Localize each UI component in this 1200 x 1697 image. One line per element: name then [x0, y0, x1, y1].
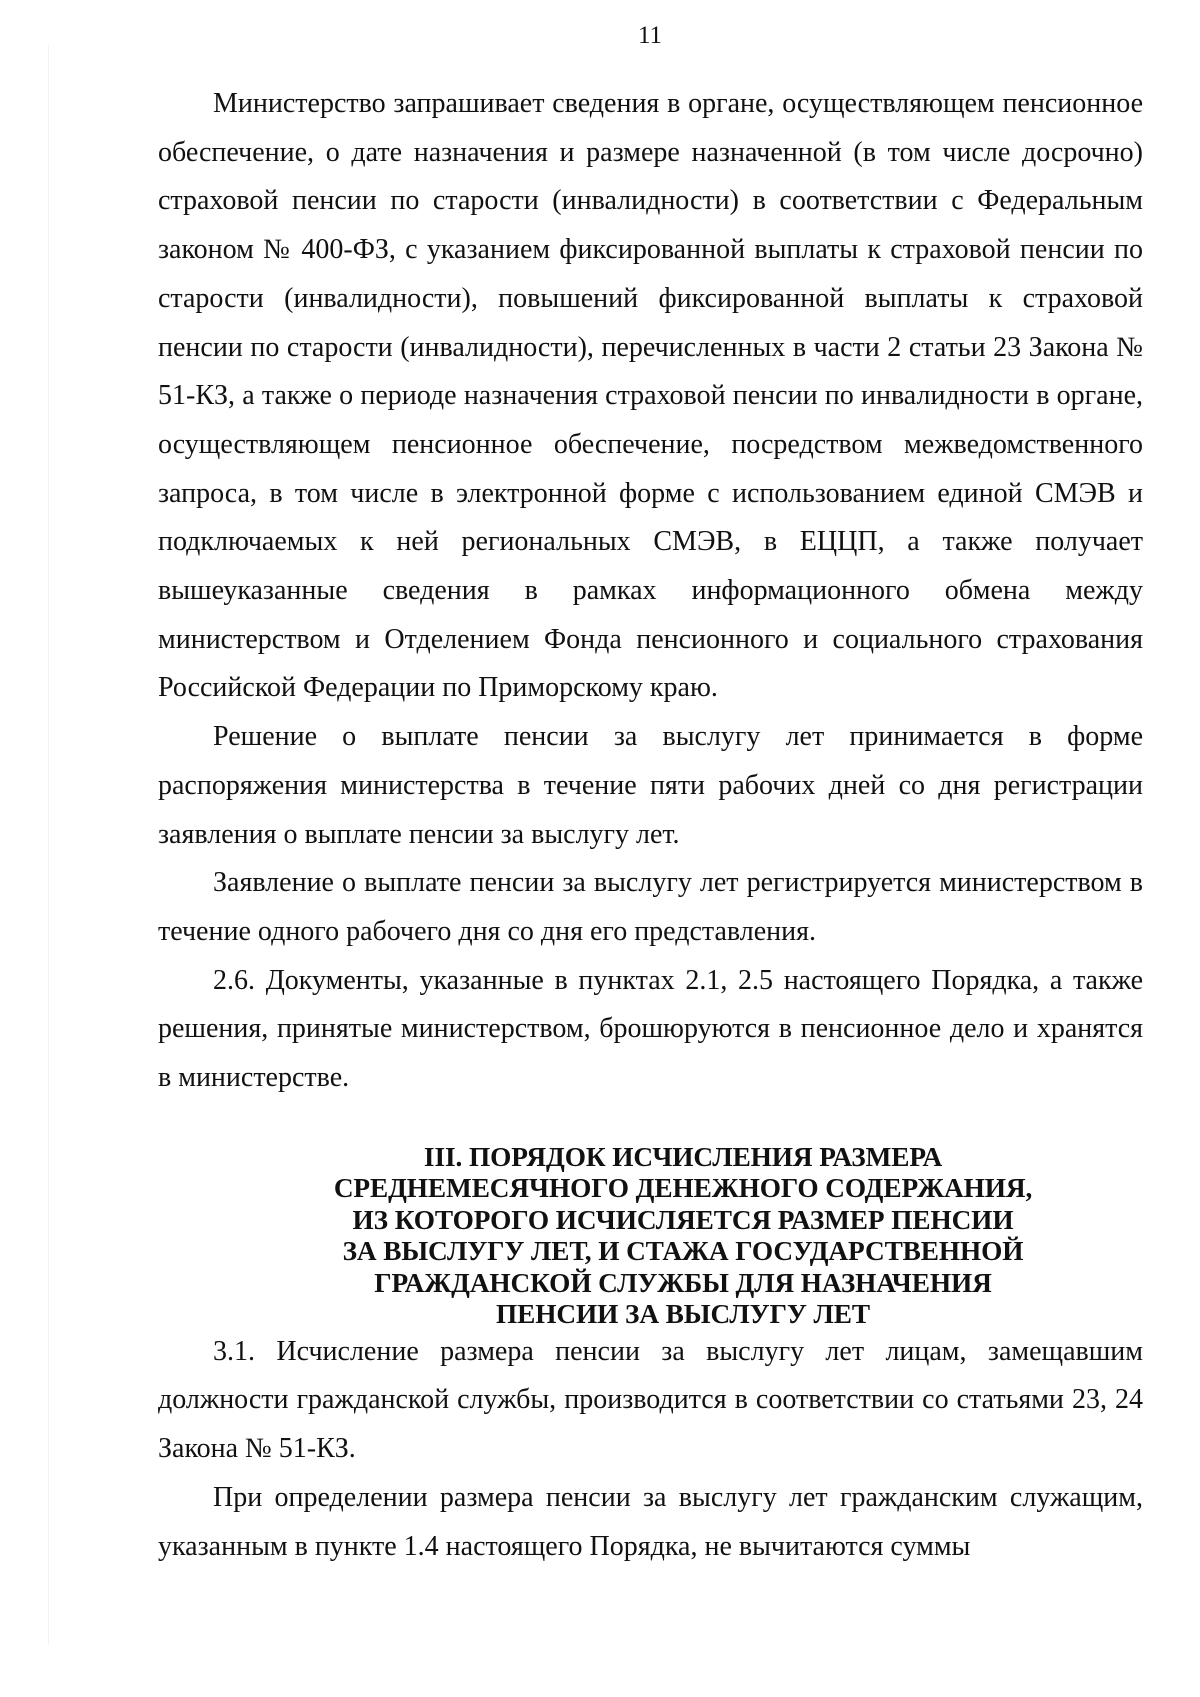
- section-heading-line: III. ПОРЯДОК ИСЧИСЛЕНИЯ РАЗМЕРА: [423, 1141, 943, 1172]
- paragraph-decision: Решение о выплате пенсии за выслугу лет принимается в форме распоряжения министерства в течение пяти рабочих дней со дня регистрации заявления о выплате пенсии за выслугу лет.: [158, 721, 1143, 850]
- section-heading-line: СРЕДНЕМЕСЯЧНОГО ДЕНЕЖНОГО СОДЕРЖАНИЯ,: [333, 1173, 1033, 1204]
- paragraph-ministry-requests: Министерство запрашивает сведения в органе, осуществляющем пенсионное обеспечение, о дате назначения и размере назначенной (в том числе досрочно) страховой пенсии по старости (инвалидности) в соответствии с Федеральным законом № 400-ФЗ, с указанием фиксированной выплаты к страховой пенсии по старости (инвалидности), повышений фиксированной выплаты к страховой пенсии по старости (инвалидности), перечисленных в части 2 статьи 23 Закона № 51-КЗ, а также о периоде назначения страховой пенсии по инвалидности в органе, осуществляющем пенсионное обеспечение, посредством межведомственного запроса, в том числе в электронной форме с использованием единой СМЭВ и подключаемых к ней региональных СМЭВ, в ЕЦЦП, а также получает вышеуказанные сведения в рамках информационного обмена между министерством и Отделением Фонда пенсионного и социального страхования Российской Федерации по Приморскому краю.: [158, 88, 1143, 704]
- section-heading-line: ИЗ КОТОРОГО ИСЧИСЛЯЕТСЯ РАЗМЕР ПЕНСИИ: [352, 1204, 1014, 1235]
- scan-edge-line: [48, 45, 49, 1645]
- section-heading-line: ЗА ВЫСЛУГУ ЛЕТ, И СТАЖА ГОСУДАРСТВЕННОЙ: [342, 1236, 1024, 1267]
- section-heading-line: ГРАЖДАНСКОЙ СЛУЖБЫ ДЛЯ НАЗНАЧЕНИЯ: [374, 1267, 992, 1298]
- paragraph-pension-amount: При определении размера пенсии за выслугу лет гражданским служащим, указанным в пункте 1.4 настоящего Порядка, не вычитаются суммы: [158, 1481, 1143, 1562]
- section-heading-line: ПЕНСИИ ЗА ВЫСЛУГУ ЛЕТ: [496, 1299, 870, 1330]
- page-number: 11: [637, 22, 663, 49]
- paragraph-2-6: 2.6. Документы, указанные в пунктах 2.1, 2.5 настоящего Порядка, а также решения, принятые министерством, брошюруются в пенсионное дело и хранятся в министерстве.: [158, 964, 1143, 1094]
- paragraph-registration: Заявление о выплате пенсии за выслугу лет регистрируется министерством в течение одного рабочего дня со дня его представления.: [158, 867, 1143, 947]
- section-heading-wrap: [158, 1142, 1143, 1331]
- section-heading: [158, 1142, 1143, 1331]
- paragraph-3-1: 3.1. Исчисление размера пенсии за выслугу лет лицам, замещавшим должности гражданской службы, производится в соответствии со статьями 23, 24 Закона № 51-КЗ.: [158, 1335, 1143, 1465]
- document-body: [158, 80, 1143, 1571]
